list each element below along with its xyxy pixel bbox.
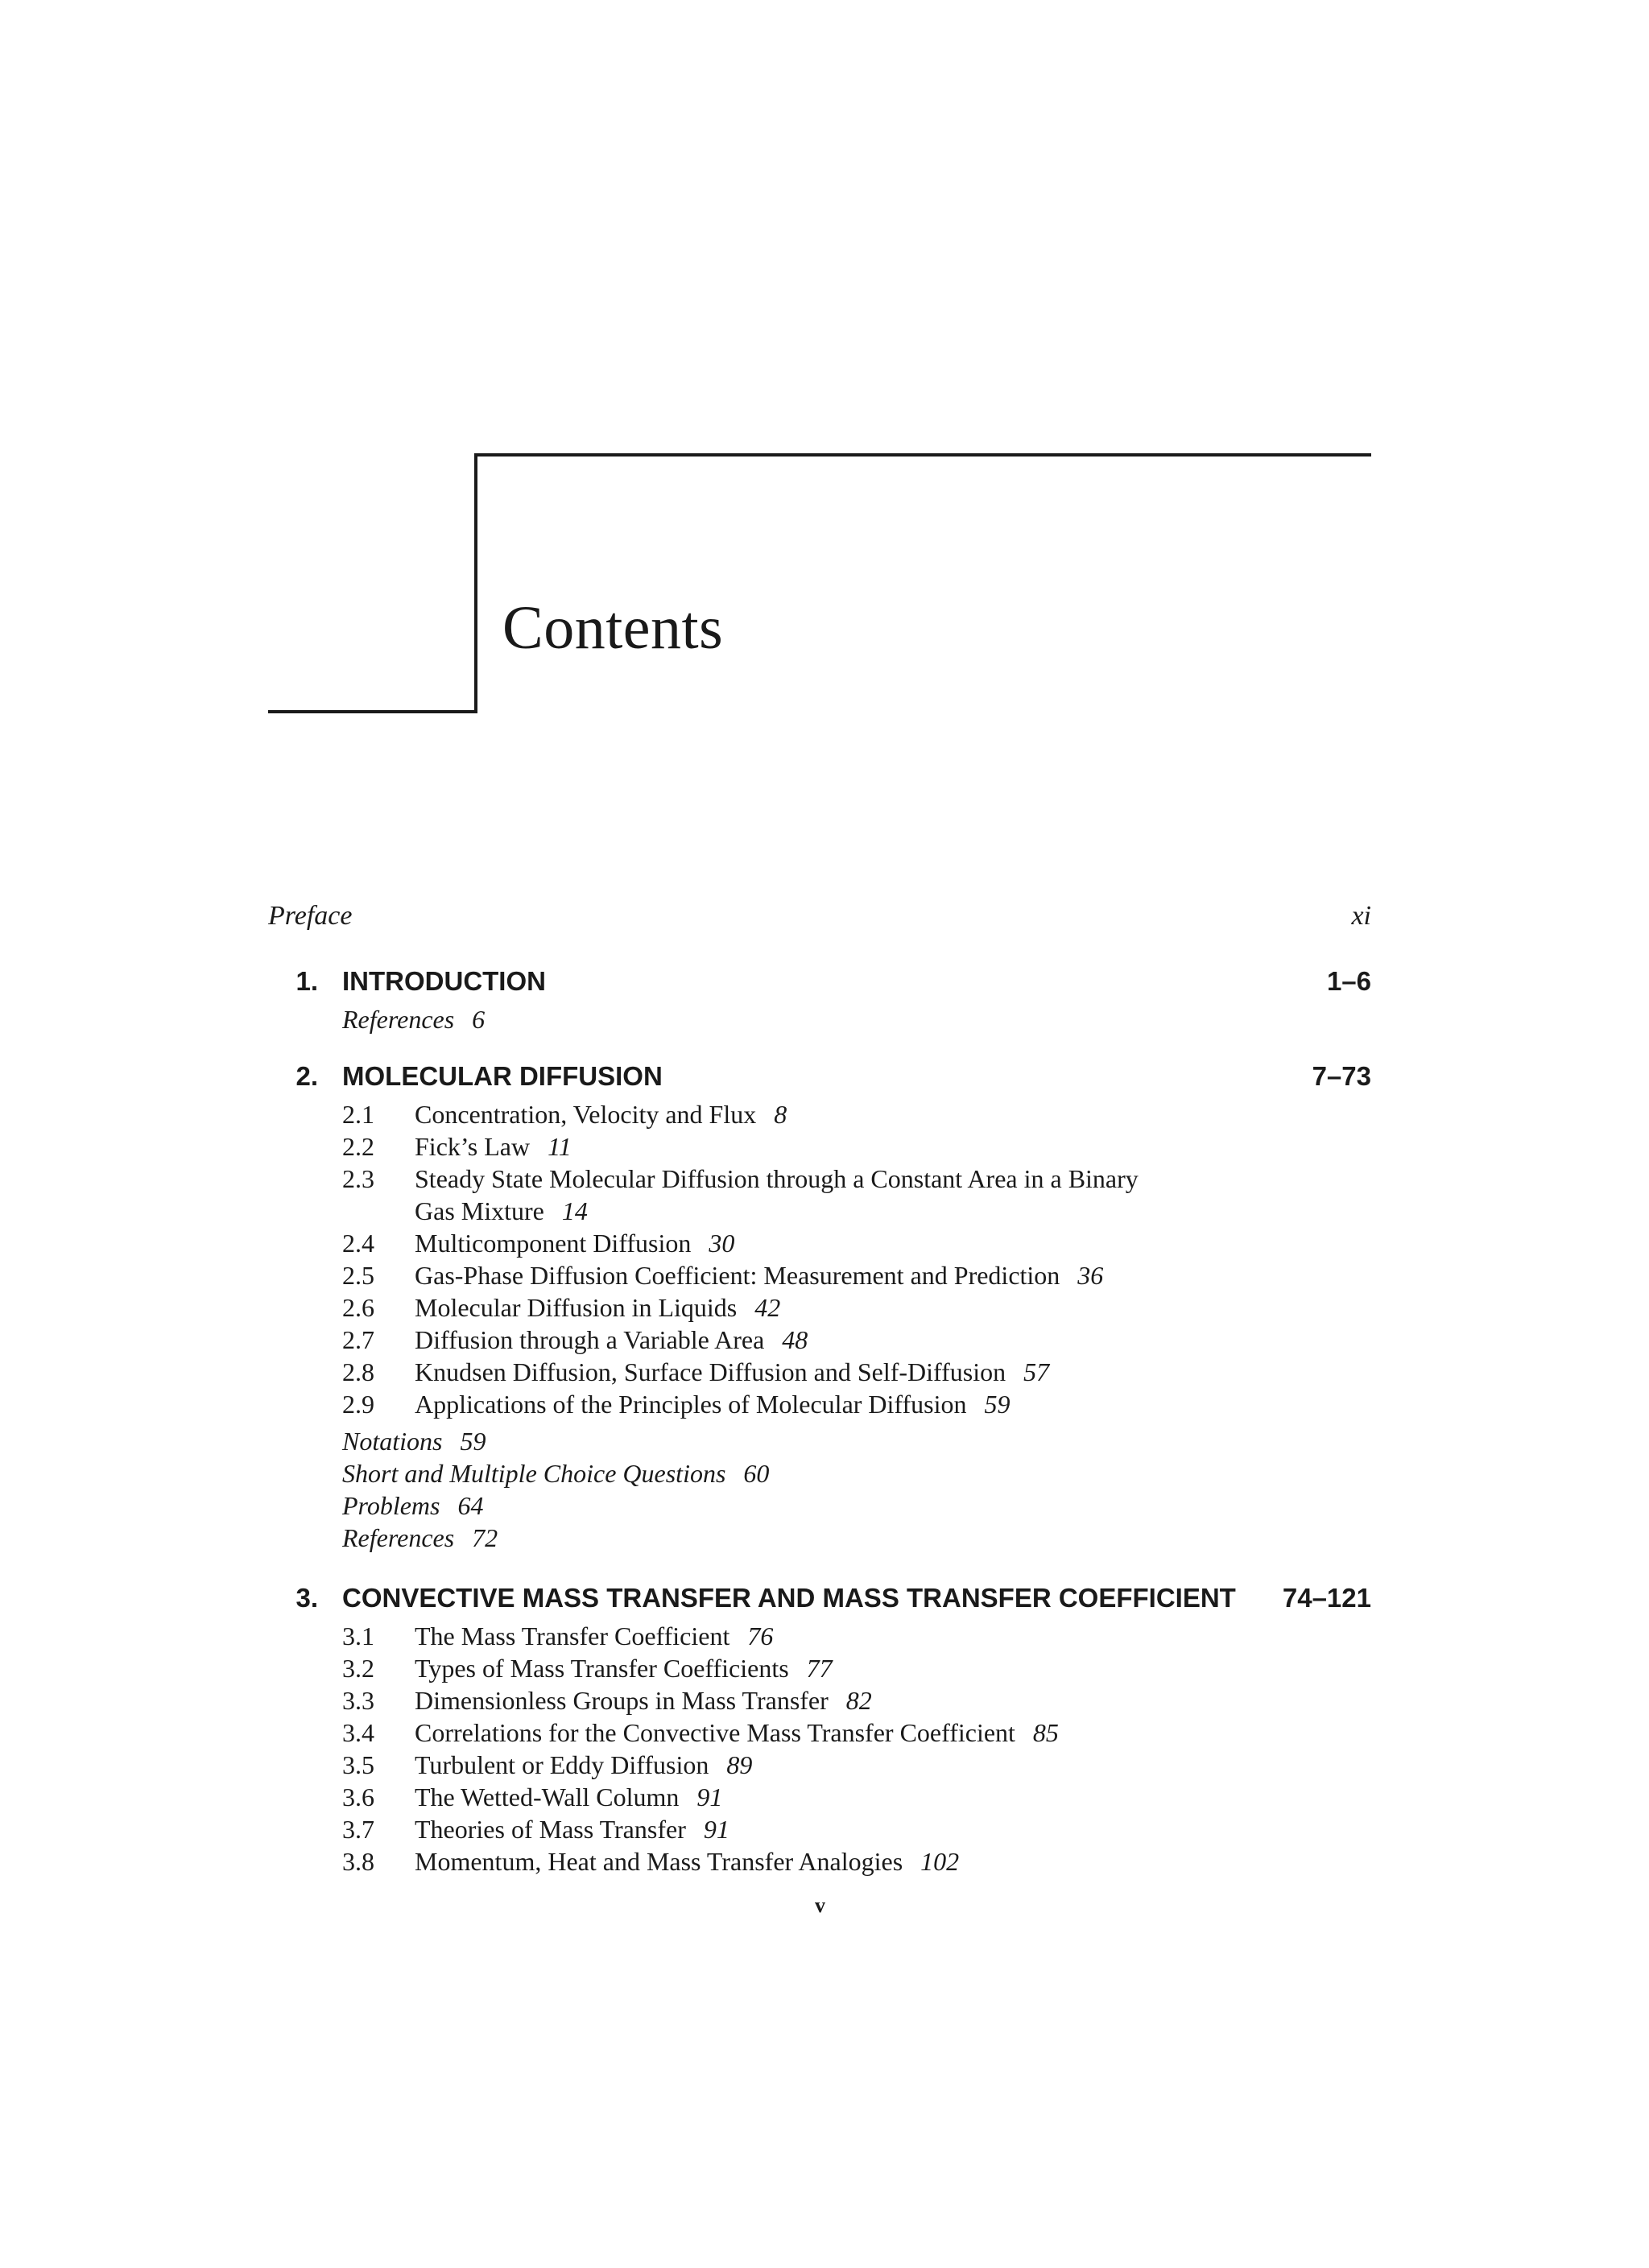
section-title: Momentum, Heat and Mass Transfer Analogies (415, 1847, 903, 1876)
toc-page-number: 14 (561, 1196, 588, 1225)
section-number: 3.4 (342, 1718, 374, 1747)
chapter-number: 2. (295, 1061, 318, 1091)
page-title: Contents (502, 594, 724, 662)
section-entry (415, 1750, 752, 1780)
section-number: 2.1 (342, 1100, 374, 1129)
section-entry (415, 1229, 734, 1258)
section-title: Molecular Diffusion in Liquids (415, 1293, 738, 1322)
chapter-page-range: 7–73 (1312, 1061, 1371, 1091)
toc-extra-entry (342, 1459, 769, 1489)
section-entry (415, 1357, 1049, 1387)
section-entry (415, 1783, 722, 1812)
toc-page-number: 91 (703, 1815, 729, 1844)
preface-page: xi (1351, 901, 1371, 931)
section-number: 3.3 (342, 1686, 374, 1715)
toc-extra-entry (342, 1523, 498, 1553)
section-title: Types of Mass Transfer Coefficients (415, 1654, 789, 1683)
section-title: Applications of the Principles of Molecular Diffusion (415, 1390, 967, 1419)
section-entry (415, 1815, 729, 1845)
toc-page-number: 8 (774, 1100, 787, 1129)
toc-extra-label: Problems (342, 1491, 440, 1520)
preface-label: Preface (268, 901, 353, 931)
section-entry-continued (415, 1196, 588, 1226)
toc-page-number: 36 (1077, 1261, 1104, 1290)
chapter-title: MOLECULAR DIFFUSION (342, 1061, 663, 1091)
section-number: 2.5 (342, 1261, 374, 1290)
section-title-continued: Gas Mixture (415, 1196, 544, 1225)
toc-extra-label: Notations (342, 1427, 443, 1456)
toc-page-number: 42 (754, 1293, 781, 1322)
section-number: 3.8 (342, 1847, 374, 1876)
toc-page-number: 89 (726, 1750, 753, 1779)
section-number: 3.6 (342, 1783, 374, 1812)
toc-page-number: 77 (806, 1654, 833, 1683)
section-title: Theories of Mass Transfer (415, 1815, 686, 1844)
section-entry (415, 1718, 1059, 1748)
toc-page-number: 59 (984, 1390, 1010, 1419)
section-title: The Wetted-Wall Column (415, 1783, 680, 1812)
section-title: Diffusion through a Variable Area (415, 1325, 765, 1354)
section-title: Fick’s Law (415, 1132, 531, 1161)
section-title: Correlations for the Convective Mass Transfer Coefficient (415, 1718, 1015, 1747)
section-number: 2.6 (342, 1293, 374, 1322)
section-number: 3.2 (342, 1654, 374, 1683)
toc-page-number: 11 (548, 1132, 572, 1161)
toc-page-number: 30 (709, 1229, 735, 1258)
section-number: 2.7 (342, 1325, 374, 1354)
section-number: 3.5 (342, 1750, 374, 1779)
title-frame-top-rule (476, 453, 1371, 456)
page-folio: v (815, 1894, 825, 1917)
toc-page-number: 59 (460, 1427, 486, 1456)
section-title: Dimensionless Groups in Mass Transfer (415, 1686, 829, 1715)
toc-page-number: 102 (920, 1847, 960, 1876)
toc-page-number: 48 (782, 1325, 808, 1354)
toc-extra-label: References (342, 1005, 455, 1034)
section-entry (415, 1261, 1103, 1291)
toc-page-number: 60 (743, 1459, 770, 1488)
toc-page-number: 57 (1023, 1357, 1050, 1386)
section-number: 2.4 (342, 1229, 374, 1258)
chapter-title: INTRODUCTION (342, 966, 546, 996)
section-entry (415, 1293, 780, 1323)
toc-extra-entry (342, 1427, 486, 1456)
toc-extra-entry (342, 1491, 483, 1521)
section-title: Concentration, Velocity and Flux (415, 1100, 757, 1129)
title-frame-bottom-rule (268, 710, 477, 713)
section-number: 3.7 (342, 1815, 374, 1844)
title-frame-vertical-rule (474, 453, 477, 713)
toc-page-number: 72 (472, 1523, 498, 1552)
section-number: 2.2 (342, 1132, 374, 1161)
toc-page-number: 85 (1032, 1718, 1059, 1747)
chapter-number: 3. (295, 1583, 318, 1613)
section-number: 2.9 (342, 1390, 374, 1419)
toc-page-number: 76 (747, 1621, 774, 1650)
toc-page-number: 64 (457, 1491, 484, 1520)
section-entry (415, 1654, 833, 1683)
toc-extra-entry (342, 1005, 485, 1035)
chapter-title: CONVECTIVE MASS TRANSFER AND MASS TRANSFER COEFFICIENT (342, 1583, 1236, 1613)
section-entry (415, 1686, 872, 1716)
section-number: 2.8 (342, 1357, 374, 1386)
section-title: Multicomponent Diffusion (415, 1229, 692, 1258)
chapter-number: 1. (295, 966, 318, 996)
section-title: Gas-Phase Diffusion Coefficient: Measurement and Prediction (415, 1261, 1060, 1290)
toc-page-number: 6 (472, 1005, 486, 1034)
toc-page-number: 82 (845, 1686, 872, 1715)
section-entry (415, 1621, 773, 1651)
section-entry (415, 1390, 1010, 1419)
chapter-page-range: 74–121 (1282, 1583, 1371, 1613)
section-entry (415, 1325, 808, 1355)
section-entry (415, 1132, 572, 1162)
toc-extra-label: References (342, 1523, 455, 1552)
toc-page-number: 91 (696, 1783, 723, 1812)
toc-extra-label: Short and Multiple Choice Questions (342, 1459, 726, 1488)
section-title: Steady State Molecular Diffusion through a Constant Area in a Binary (415, 1164, 1139, 1193)
section-entry (415, 1847, 959, 1877)
chapter-page-range: 1–6 (1326, 966, 1371, 996)
section-title: Turbulent or Eddy Diffusion (415, 1750, 709, 1779)
section-title: Knudsen Diffusion, Surface Diffusion and Self-Diffusion (415, 1357, 1006, 1386)
section-title: The Mass Transfer Coefficient (415, 1621, 730, 1650)
section-number: 3.1 (342, 1621, 374, 1650)
section-number: 2.3 (342, 1164, 374, 1193)
section-entry (415, 1100, 787, 1130)
